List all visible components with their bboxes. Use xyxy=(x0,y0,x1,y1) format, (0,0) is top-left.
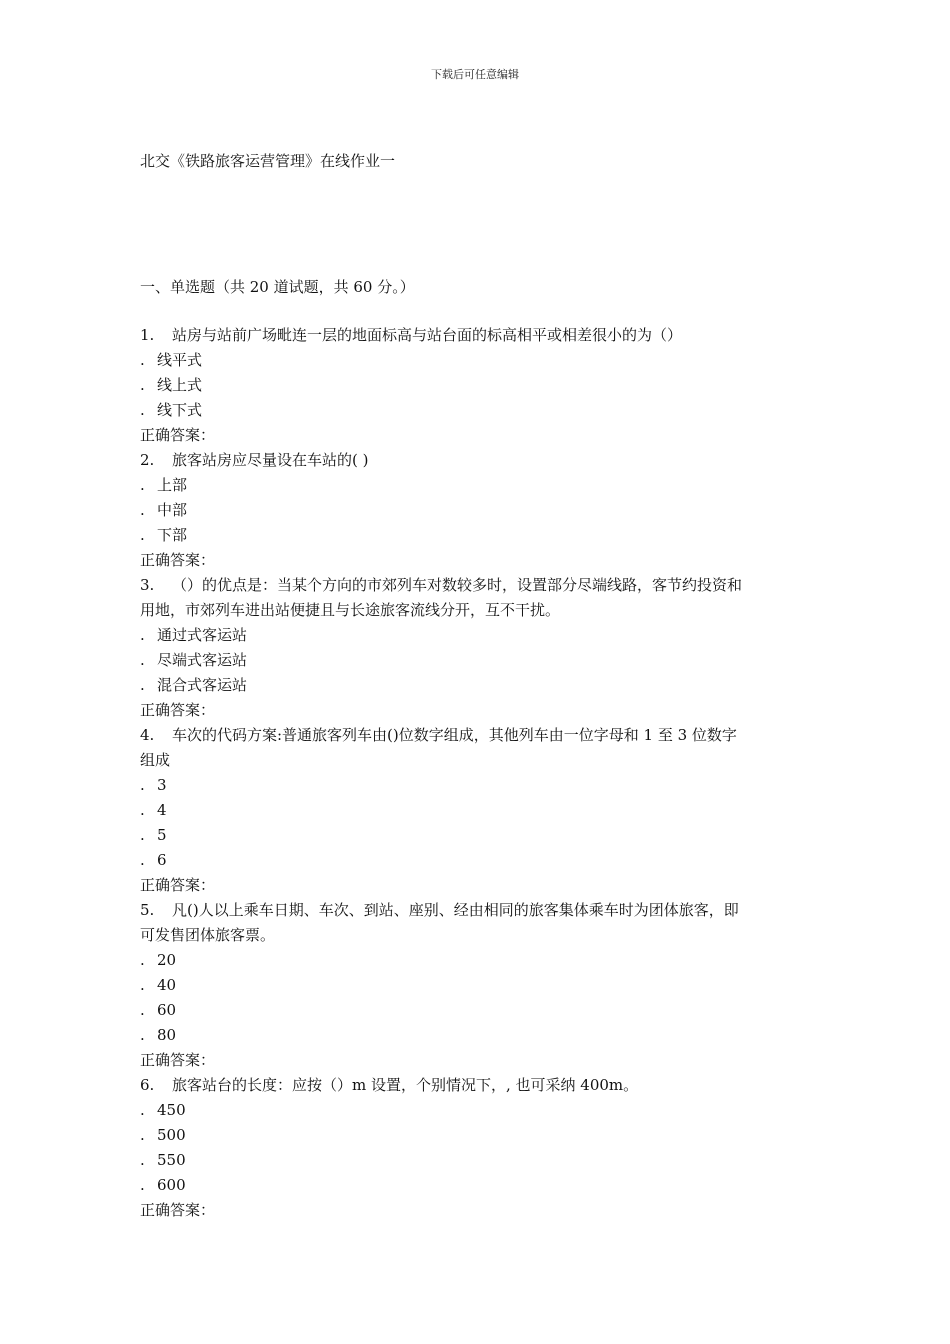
option-label: 混合式客运站 xyxy=(157,676,248,694)
answer-option[interactable] xyxy=(140,798,820,823)
option-marker: . xyxy=(140,826,145,844)
answer-option[interactable] xyxy=(140,1148,820,1173)
option-marker: . xyxy=(140,651,145,669)
option-label: 550 xyxy=(157,1151,186,1169)
question-text xyxy=(140,323,820,348)
option-label: 线下式 xyxy=(157,401,203,419)
answer-option[interactable] xyxy=(140,673,820,698)
question-stem-line: 凡()人以上乘车日期、车次、到站、座别、经由相同的旅客集体乘车时为团体旅客，即 xyxy=(172,901,739,919)
question-number: 4. xyxy=(140,726,155,744)
section-heading: 一、单选题（共 20 道试题，共 60 分。） xyxy=(140,278,415,296)
answer-option[interactable] xyxy=(140,773,820,798)
answer-option[interactable] xyxy=(140,973,820,998)
question-number: 1. xyxy=(140,326,155,344)
option-marker: . xyxy=(140,1026,145,1044)
answer-option[interactable] xyxy=(140,348,820,373)
option-marker: . xyxy=(140,401,145,419)
answer-option[interactable] xyxy=(140,848,820,873)
answer-option[interactable] xyxy=(140,523,820,548)
question-stem-line: 可发售团体旅客票。 xyxy=(140,926,276,944)
option-marker: . xyxy=(140,376,145,394)
question-item xyxy=(140,448,820,573)
option-label: 尽端式客运站 xyxy=(157,651,248,669)
option-marker: . xyxy=(140,1126,145,1144)
option-marker: . xyxy=(140,1151,145,1169)
question-stem-line: 站房与站前广场毗连一层的地面标高与站台面的标高相平或相差很小的为（） xyxy=(172,326,683,344)
question-stem-line: 车次的代码方案:普通旅客列车由()位数字组成，其他列车由一位字母和 1 至 3 位数字 xyxy=(172,726,737,744)
correct-answer-label: 正确答案： xyxy=(140,1051,216,1069)
option-label: 上部 xyxy=(157,476,188,494)
option-marker: . xyxy=(140,776,145,794)
option-label: 20 xyxy=(157,951,177,969)
option-label: 5 xyxy=(157,826,167,844)
answer-option[interactable] xyxy=(140,1123,820,1148)
option-marker: . xyxy=(140,851,145,869)
question-text xyxy=(140,573,820,598)
option-marker: . xyxy=(140,1176,145,1194)
option-label: 80 xyxy=(157,1026,177,1044)
option-label: 450 xyxy=(157,1101,186,1119)
option-label: 线平式 xyxy=(157,351,203,369)
option-marker: . xyxy=(140,801,145,819)
question-item xyxy=(140,323,820,448)
option-marker: . xyxy=(140,351,145,369)
question-text xyxy=(140,448,820,473)
option-marker: . xyxy=(140,626,145,644)
option-marker: . xyxy=(140,476,145,494)
question-stem-line: 旅客站房应尽量设在车站的( ) xyxy=(172,451,369,469)
option-label: 中部 xyxy=(157,501,188,519)
option-label: 线上式 xyxy=(157,376,203,394)
option-label: 40 xyxy=(157,976,177,994)
question-list xyxy=(140,323,820,1223)
question-number: 2. xyxy=(140,451,155,469)
option-label: 600 xyxy=(157,1176,186,1194)
question-number: 3. xyxy=(140,576,155,594)
answer-option[interactable] xyxy=(140,398,820,423)
option-label: 60 xyxy=(157,1001,177,1019)
question-stem-line: （）的优点是：当某个方向的市郊列车对数较多时，设置部分尽端线路，客节约投资和 xyxy=(172,576,743,594)
option-marker: . xyxy=(140,526,145,544)
option-label: 3 xyxy=(157,776,167,794)
question-number: 6. xyxy=(140,1076,155,1094)
answer-option[interactable] xyxy=(140,648,820,673)
page-header-note: 下载后可任意编辑 xyxy=(431,68,519,81)
correct-answer-label: 正确答案： xyxy=(140,551,216,569)
question-item xyxy=(140,898,820,1073)
option-label: 通过式客运站 xyxy=(157,626,248,644)
option-label: 4 xyxy=(157,801,167,819)
answer-option[interactable] xyxy=(140,498,820,523)
option-label: 下部 xyxy=(157,526,188,544)
correct-answer-label: 正确答案： xyxy=(140,1201,216,1219)
answer-option[interactable] xyxy=(140,623,820,648)
option-marker: . xyxy=(140,676,145,694)
correct-answer-label: 正确答案： xyxy=(140,876,216,894)
answer-option[interactable] xyxy=(140,948,820,973)
answer-option[interactable] xyxy=(140,823,820,848)
answer-option[interactable] xyxy=(140,373,820,398)
question-text xyxy=(140,723,820,748)
question-item xyxy=(140,573,820,723)
option-marker: . xyxy=(140,951,145,969)
answer-option[interactable] xyxy=(140,1098,820,1123)
option-label: 500 xyxy=(157,1126,186,1144)
correct-answer-label: 正确答案： xyxy=(140,426,216,444)
answer-option[interactable] xyxy=(140,998,820,1023)
correct-answer-label: 正确答案： xyxy=(140,701,216,719)
document-title: 北交《铁路旅客运营管理》在线作业一 xyxy=(140,152,396,170)
answer-option[interactable] xyxy=(140,1023,820,1048)
question-stem-line: 旅客站台的长度：应按（）m 设置，个别情况下，, 也可采纳 400m。 xyxy=(172,1076,639,1094)
question-text xyxy=(140,1073,820,1098)
question-stem-line: 组成 xyxy=(140,751,171,769)
answer-option[interactable] xyxy=(140,473,820,498)
question-item xyxy=(140,1073,820,1223)
option-marker: . xyxy=(140,501,145,519)
option-marker: . xyxy=(140,1101,145,1119)
question-stem-line: 用地，市郊列车进出站便捷且与长途旅客流线分开，互不干扰。 xyxy=(140,601,561,619)
option-label: 6 xyxy=(157,851,167,869)
option-marker: . xyxy=(140,976,145,994)
option-marker: . xyxy=(140,1001,145,1019)
question-item xyxy=(140,723,820,898)
question-number: 5. xyxy=(140,901,155,919)
question-text xyxy=(140,898,820,923)
answer-option[interactable] xyxy=(140,1173,820,1198)
